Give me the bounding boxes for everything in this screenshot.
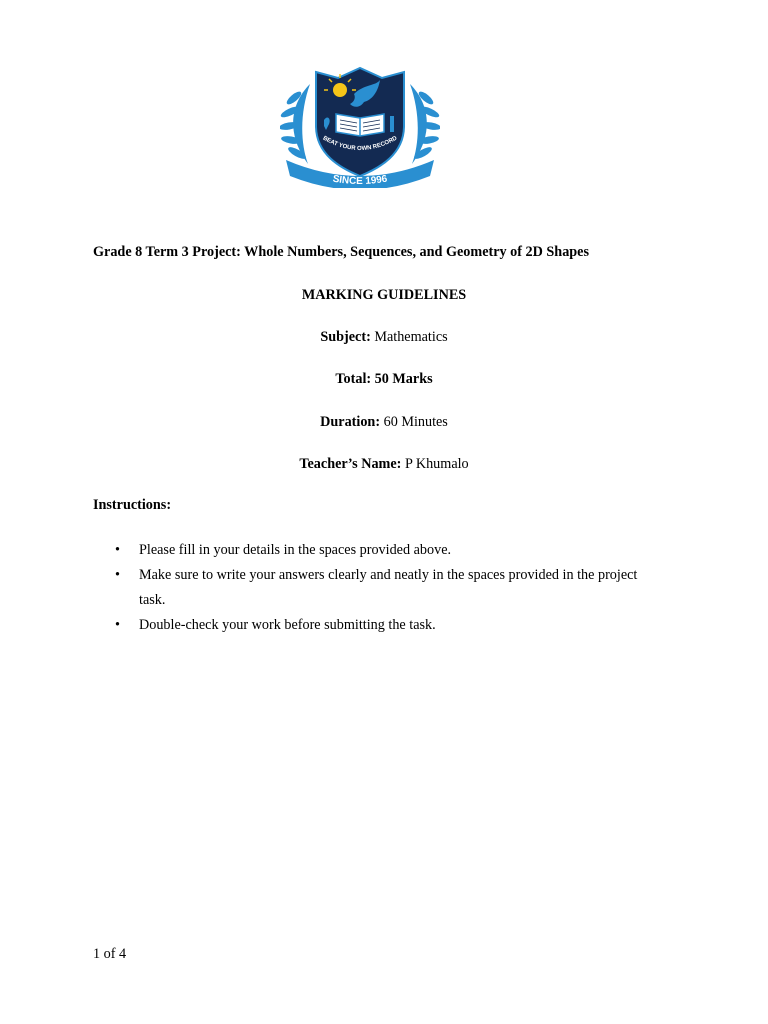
duration-line bbox=[0, 414, 768, 431]
list-item: • Make sure to write your answers clearly and neatly in the spaces provided in the project task. bbox=[93, 563, 653, 613]
subject-label: Subject: bbox=[320, 329, 371, 345]
total-text: Total: 50 Marks bbox=[335, 371, 433, 387]
candle-icon bbox=[390, 116, 394, 132]
subject-line bbox=[0, 329, 768, 346]
teacher-label: Teacher’s Name: bbox=[299, 456, 402, 472]
school-crest-logo bbox=[280, 64, 440, 188]
page-number: 1 of 4 bbox=[93, 946, 127, 962]
list-item: • Please fill in your details in the spaces provided above. bbox=[93, 538, 653, 563]
right-leaf-wreath bbox=[410, 84, 440, 164]
instructions-list bbox=[93, 538, 653, 638]
total-line bbox=[0, 371, 768, 388]
crest-banner-text: SINCE 1996 bbox=[331, 173, 389, 188]
left-leaf-wreath bbox=[280, 84, 310, 164]
duration-value: 60 Minutes bbox=[383, 414, 448, 430]
crest-motto: BEAT YOUR OWN RECORD bbox=[321, 135, 399, 153]
open-book-icon bbox=[336, 114, 384, 136]
subject-value: Mathematics bbox=[374, 329, 448, 345]
teacher-value: P Khumalo bbox=[404, 456, 469, 472]
instructions-heading: Instructions: bbox=[93, 497, 172, 513]
list-item: • Double-check your work before submitting the task. bbox=[93, 613, 653, 638]
marking-guidelines-heading: MARKING GUIDELINES bbox=[301, 287, 467, 303]
document-title: Grade 8 Term 3 Project: Whole Numbers, Sequences, and Geometry of 2D Shapes bbox=[93, 244, 589, 260]
teacher-line bbox=[0, 456, 768, 473]
duration-label: Duration: bbox=[320, 414, 381, 430]
